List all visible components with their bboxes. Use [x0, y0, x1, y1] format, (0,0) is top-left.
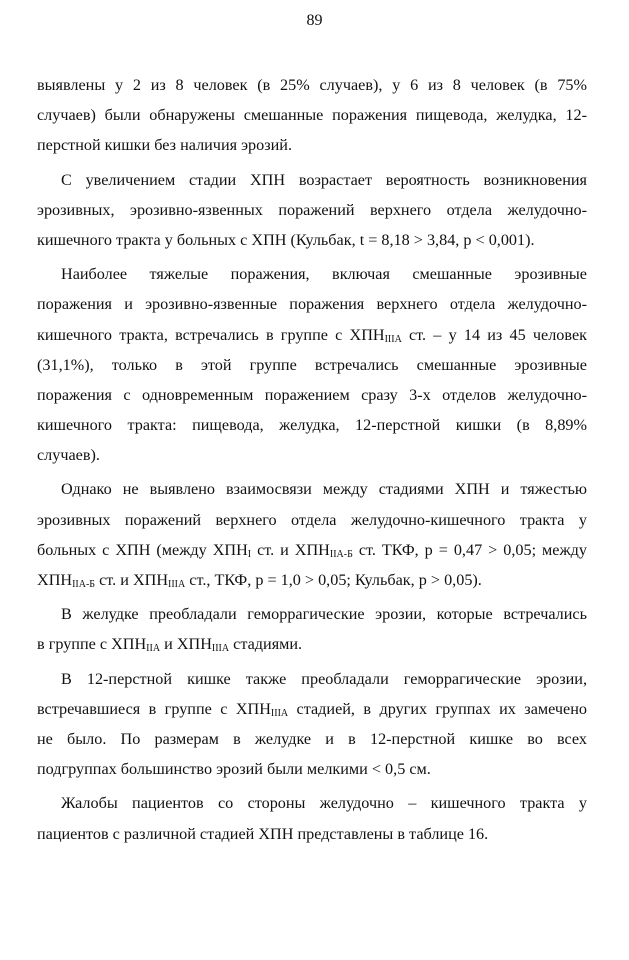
- text-fragment: кишечного тракта, встречались в группе с ХПН: [37, 325, 385, 344]
- text-line: [37, 320, 587, 350]
- text-line: [37, 694, 587, 724]
- text-fragment: и ХПН: [160, 635, 212, 654]
- text-line: (31,1%), только в этой группе встречались смешанные эрозивные: [37, 355, 587, 374]
- stage-subscript: I: [247, 548, 252, 560]
- text-fragment: ст., ТКФ, p = 1,0 > 0,05; Кульбак, p > 0,05).: [185, 571, 482, 589]
- text-line: [37, 629, 587, 659]
- text-line: С увеличением стадии ХПН возрастает вероятность возникновения: [61, 170, 587, 189]
- stage-subscript: IIIA: [168, 579, 186, 590]
- text-line: пациентов с различной стадией ХПН представлены в таблице 16.: [37, 824, 489, 843]
- stage-subscript: IIA: [146, 643, 161, 655]
- page-number: 89: [306, 12, 323, 29]
- stage-subscript: IIA-Б: [329, 548, 353, 560]
- text-fragment: ст. ТКФ, p = 0,47 > 0,05; между: [352, 540, 587, 559]
- text-line: случаев) были обнаружены смешанные поражения пищевода, желудка, 12-: [37, 106, 587, 125]
- text-line: В 12-перстной кишке также преобладали геморрагические эрозии,: [61, 669, 587, 688]
- text-line: перстной кишки без наличия эрозий.: [37, 136, 293, 155]
- text-line: кишечного тракта: пищевода, желудка, 12-перстной кишки (в 8,89%: [37, 416, 587, 435]
- text-fragment: встречавшиеся в группе с ХПН: [37, 699, 271, 718]
- text-line: Наиболее тяжелые поражения, включая смешанные эрозивные: [61, 265, 587, 284]
- text-line: Однако не выявлено взаимосвязи между стадиями ХПН и тяжестью: [61, 480, 587, 499]
- text-line: [37, 535, 587, 565]
- stage-subscript: IIIA: [384, 333, 402, 345]
- text-fragment: ХПН: [37, 571, 73, 589]
- text-line: не было. По размерам в желудке и в 12-перстной кишке во всех: [37, 729, 587, 748]
- stage-subscript: IIIA: [211, 643, 230, 655]
- text-line: Жалобы пациентов со стороны желудочно – кишечного тракта у: [61, 794, 587, 813]
- text-fragment: стадией, в других группах их замечено: [288, 699, 587, 718]
- text-fragment: стадиями.: [229, 635, 303, 654]
- text-line: В желудке преобладали геморрагические эрозии, которые встречались: [61, 605, 587, 624]
- text-fragment: ст. – у 14 из 45 человек: [401, 325, 587, 344]
- text-line: [37, 565, 587, 595]
- stage-subscript: IIIA: [270, 707, 289, 719]
- text-fragment: ст. и ХПН: [95, 571, 169, 589]
- text-line: эрозивных поражений верхнего отдела желудочно-кишечного тракта у: [37, 510, 587, 529]
- text-line: кишечного тракта у больных с ХПН (Кульбак, t = 8,18 > 3,84, p < 0,001).: [37, 230, 535, 249]
- text-fragment: в группе с ХПН: [37, 635, 147, 654]
- body-text: [37, 70, 587, 849]
- text-line: случаев).: [37, 446, 100, 465]
- text-line: подгруппах большинство эрозий были мелкими < 0,5 см.: [37, 760, 431, 779]
- stage-subscript: IIA-Б: [72, 579, 96, 590]
- text-line: эрозивных, эрозивно-язвенных поражений верхнего отдела желудочно-: [37, 200, 587, 219]
- text-fragment: ст. и ХПН: [251, 540, 330, 559]
- text-line: поражения с одновременным поражением сразу 3-х отделов желудочно-: [37, 385, 587, 404]
- text-line: выявлены у 2 из 8 человек (в 25% случаев), у 6 из 8 человек (в 75%: [37, 76, 587, 94]
- text-line: поражения и эрозивно-язвенные поражения верхнего отдела желудочно-: [37, 295, 587, 314]
- text-fragment: больных с ХПН (между ХПН: [37, 540, 248, 559]
